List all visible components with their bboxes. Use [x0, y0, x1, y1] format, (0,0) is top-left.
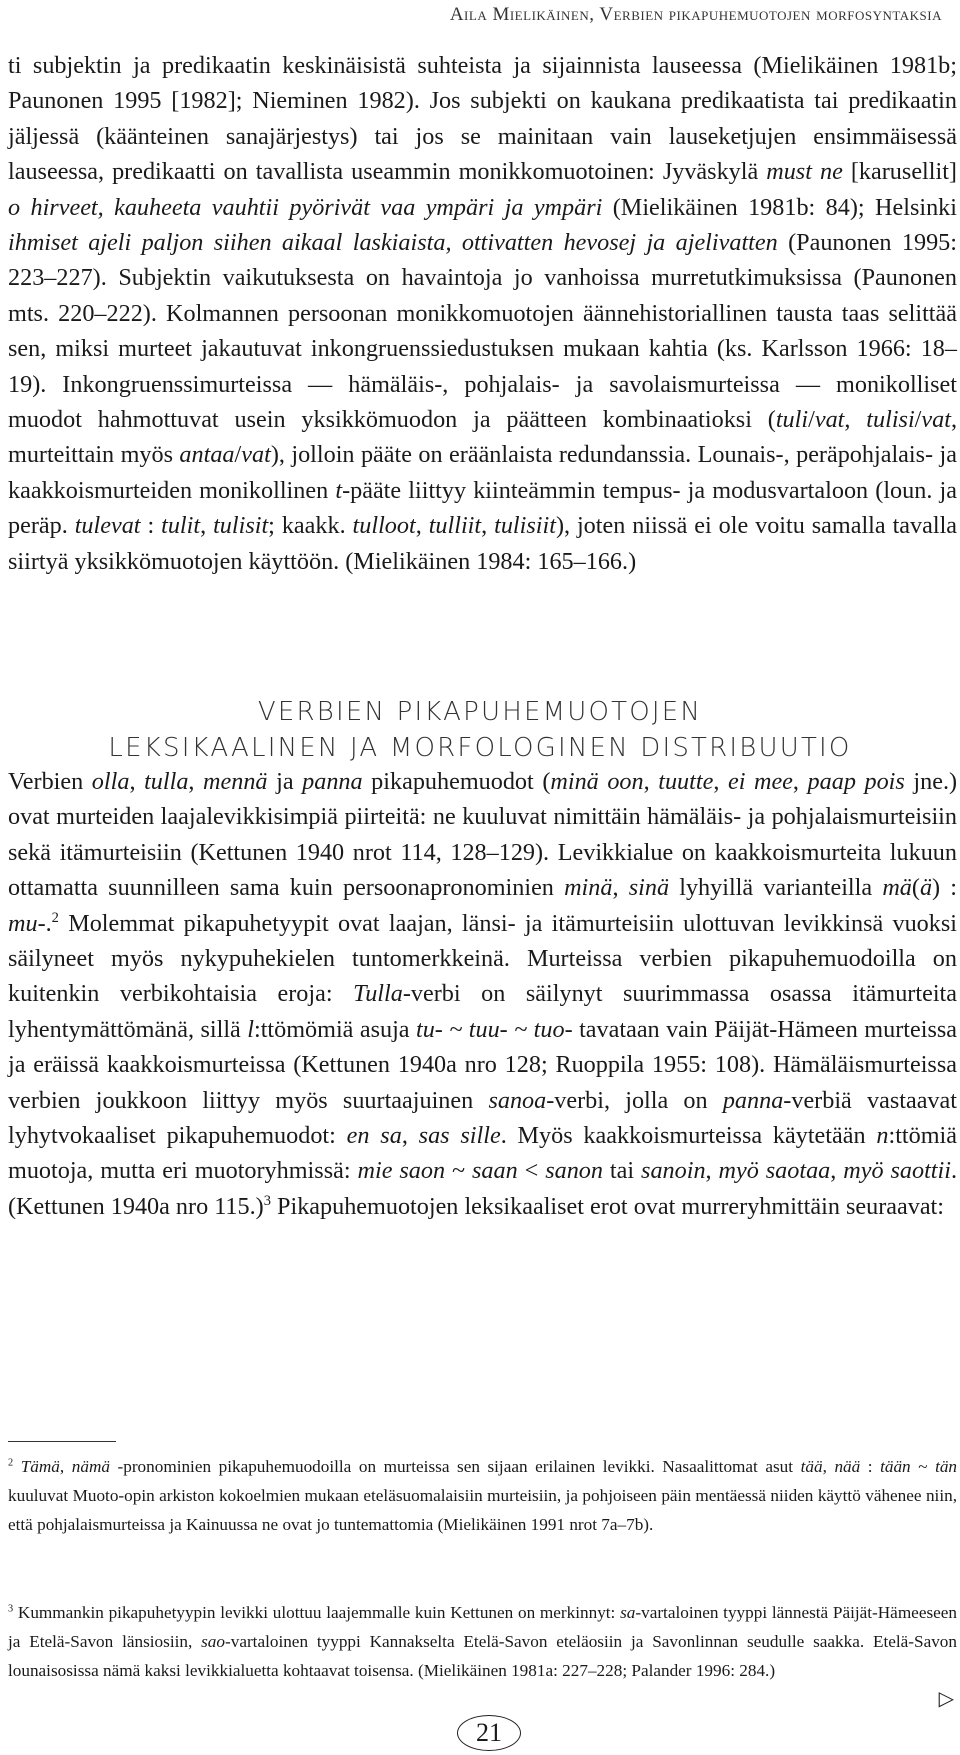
footnote-3: $^3$ Kummankin pikapuhetyypin levikki ulottuu laajemmalle kuin Kettunen on merkinnyt: sa-vartaloinen tyyppi lännestä Päijät-Hämeeseen ja Etelä-Savon länsiosiin, sao-vartaloinen tyyppi Kannakselta Etelä-Savon eteläosiin ja Savonlinnan seudulle saakka. Etelä-Savon lounaisosissa nämä kaksi levikkialuetta kohtaavat toisensa. (Mielikäinen 1981a: 227–228; Palander 1996: 284.) — [8, 1603, 957, 1680]
triangle-right-icon[interactable]: ▷ — [938, 1686, 954, 1710]
body-paragraph-1: ti subjektin ja predikaatin keskinäisistä suhteista ja sijainnista lauseessa (Mielikäinen 1981b; Paunonen 1995 [1982]; Nieminen 1982). Jos subjekti on kaukana predikaatista tai predikaatin jäljessä (käänteinen sanajärjestys) tai jos se mainitaan vain lauseketjujen ensimmäisessä lauseessa, predikaatti on tavallista useammin monikkomuotoinen: Jyväskylä must ne [karusellit] o hirveet, kauheeta vauhtii pyörivät vaa ympäri ja ympäri (Mielikäinen 1981b: 84); Helsinki ihmiset ajeli paljon siihen aikaal laskiaista, ottivatten hevosej ja ajelivatten (Paunonen 1995: 223–227). Subjektin vaikutuksesta on havaintoja jo vanhoissa murretutkimuksissa (Paunonen mts. 220–222). Kolmannen persoonan monikkomuotojen äännehistoriallinen tausta taas selittää sen, miksi murteet jakautuvat inkongruenssiedustuksen mukaan kahtia (ks. Karlsson 1966: 18–19). Inkongruenssimurteissa — hämäläis-, pohjalais- ja savolaismurteissa — monikolliset muodot hahmottuvat usein yksikkömuodon ja päätteen kombinaatioksi (tuli/vat, tulisi/vat, murteittain myös antaa/vat), jolloin pääte on eräänlaista redundanssia. Lounais-, peräpohjalais- ja kaakkoismurteiden monikollinen t-pääte liittyy kiinteämmin tempus- ja modusvartaloon (loun. ja peräp. tulevat : tulit, tulisit; kaakk. tulloot, tulliit, tulisiit), joten niissä ei ole voitu samalla tavalla siirtyä yksikkömuotojen käyttöön. (Mielikäinen 1984: 165–166.) — [8, 52, 958, 575]
running-head: Aila Mielikäinen, Verbien pikapuhemuotojen morfosyntaksia — [449, 4, 942, 25]
footnote-ref-2[interactable]: 2 — [51, 909, 59, 926]
footnote-ref-3[interactable]: 3 — [263, 1192, 271, 1209]
page-number: 21 — [457, 1715, 521, 1751]
body-paragraph-2: Verbien olla, tulla, mennä ja panna pikapuhemuodot (minä oon, tuutte, ei mee, paap pois jne.) ovat murteiden laajalevikkisimpiä piirteitä: ne kuuluvat nimittäin hämäläis- ja pohjalaismurteisiin sekä itämurteisiin (Kettunen 1940 nrot 114, 128–129). Levikkialue on kaakkoismurteita lukuun ottamatta suunnilleen sama kuin persoonapronominien minä, sinä lyhyillä varianteilla mä(ä) : mu-.$^2$ Molemmat pikapuhetyypit ovat laajan, länsi- ja itämurteisiin ulottuvan levikkinsä vuoksi säilyneet myös nykypuhekielen tuntomerkkeinä. Murteissa verbien pikapuhemuodoilla on kuitenkin verbikohtaisia eroja: Tulla-verbi on säilynyt suurimmassa osassa itämurteita lyhentymättömänä, sillä l:ttömömiä asuja tu- ~ tuu- ~ tuo- tavataan vain Päijät-Hämeen murteissa ja eräissä kaakkoismurteissa (Kettunen 1940a nro 128; Ruoppila 1955: 108). Hämäläismurteissa verbien joukkoon liittyy myös suurtaajuinen sanoa-verbi, jolla on panna-verbiä vastaavat lyhytvokaaliset pikapuhemuodot: en sa, sas sille. Myös kaakkoismurteissa käytetään n:ttömiä muotoja, mutta eri muotoryhmissä: mie saon ~ saan < sanon tai sanoin, myö saotaa, myö saottii. (Kettunen 1940a nro 115.)$^3$ Pikapuhemuotojen leksikaaliset erot ovat murreryhmittäin seuraavat: — [8, 768, 958, 1220]
section-heading-line-2: LEKSIKAALINEN JA MORFOLOGINEN DISTRIBUUTIO — [108, 733, 852, 763]
footnote-separator — [8, 1441, 116, 1442]
section-heading-line-1: VERBIEN PIKAPUHEMUOTOJEN — [257, 697, 703, 727]
footnote-2: $^2$ Tämä, nämä -pronominien pikapuhemuodoilla on murteissa sen sijaan erilainen levikki. Nasaalittomat asut tää, nää : tään ~ tän kuuluvat Muoto-opin arkiston kokoelmien mukaan eteläsuomalaisiin murteisiin, ja pohjoiseen päin mentäessä niiden käyttö vähenee niin, että pohjalaismurteissa ja Kainuussa ne ovat jo tuntemattomia (Mielikäinen 1991 nrot 7a–7b). — [8, 1457, 958, 1534]
